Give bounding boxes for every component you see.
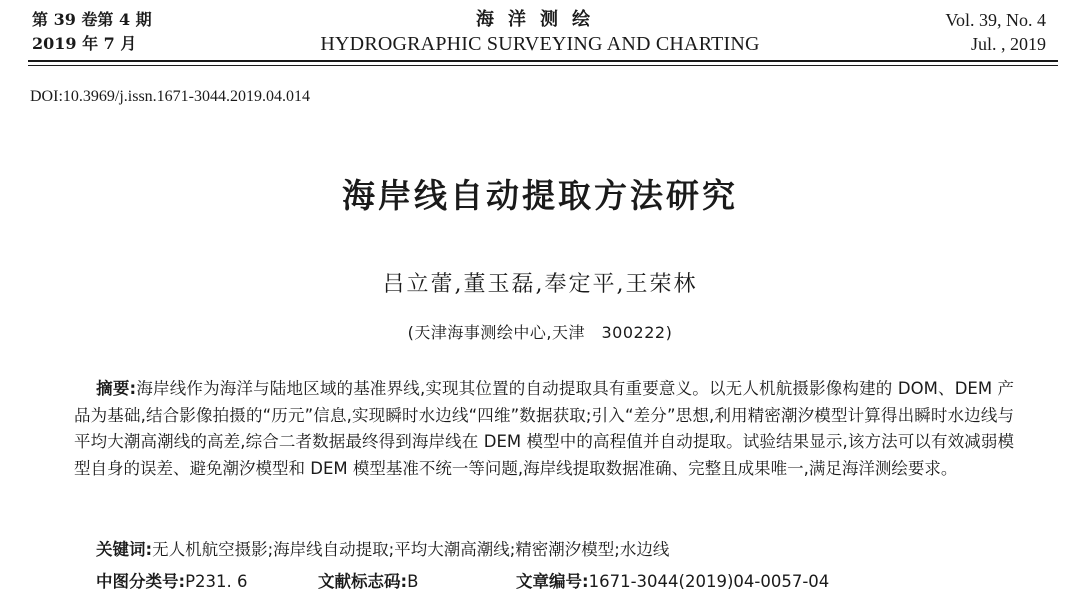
doc-code-label: 文献标志码: <box>318 572 408 591</box>
authors: 吕立蕾,董玉磊,奉定平,王荣林 <box>382 272 698 297</box>
header-rule-thick <box>28 60 1058 62</box>
issue-date-en: Jul. , 2019 <box>970 34 1046 54</box>
abstract-text: 海岸线作为海洋与陆地区域的基准界线,实现其位置的自动提取具有重要意义。以无人机航摄影像构建的 DOM、DEM 产品为基础,结合影像拍摄的“历元”信息,实现瞬时水边线“四维”数据获取;引入“差分”思想,利用精密潮汐模型计算得出瞬时水边线与平均大潮高潮线的高差,综合二者数据最终得到海岸线在 DEM 模型中的高程值并自动提取。试验结果显示,该方法可以有效减弱模型自身的误差、避免潮汐模型和 DEM 模型基准不统一等问题,海岸线提取数据准确、完整且成果唯一,满足海洋测绘要求。 <box>74 379 1014 478</box>
keywords <box>96 536 669 560</box>
journal-name <box>250 8 830 56</box>
clc-value: P231. 6 <box>185 572 248 591</box>
journal-name-cn: 海洋测绘 <box>476 9 604 30</box>
issue-info <box>32 8 152 56</box>
abstract <box>74 376 1014 482</box>
document-code <box>318 568 418 592</box>
clc-number <box>96 568 248 592</box>
doi: DOI:10.3969/j.issn.1671-3044.2019.04.014 <box>30 88 310 105</box>
keywords-label: 关键词: <box>96 540 153 559</box>
article-no-value: 1671-3044(2019)04-0057-04 <box>588 572 830 591</box>
issue-date: 2019 年 7 月 <box>32 34 137 53</box>
journal-name-en: HYDROGRAPHIC SURVEYING AND CHARTING <box>320 33 760 55</box>
paper-title: 海岸线自动提取方法研究 <box>342 176 738 215</box>
doc-code-value: B <box>407 572 419 591</box>
issue-volume: 第 39 卷第 4 期 <box>32 10 152 29</box>
article-number <box>516 568 829 592</box>
issue-info-en <box>945 8 1046 56</box>
article-no-label: 文章编号: <box>516 572 589 591</box>
header-rule-thin <box>28 65 1058 66</box>
clc-label: 中图分类号: <box>96 572 186 591</box>
issue-volume-en: Vol. 39, No. 4 <box>945 10 1046 30</box>
abstract-label: 摘要: <box>96 379 137 398</box>
affiliation: (天津海事测绘中心,天津 300222) <box>407 323 673 342</box>
keywords-text: 无人机航空摄影;海岸线自动提取;平均大潮高潮线;精密潮汐模型;水边线 <box>152 540 670 559</box>
